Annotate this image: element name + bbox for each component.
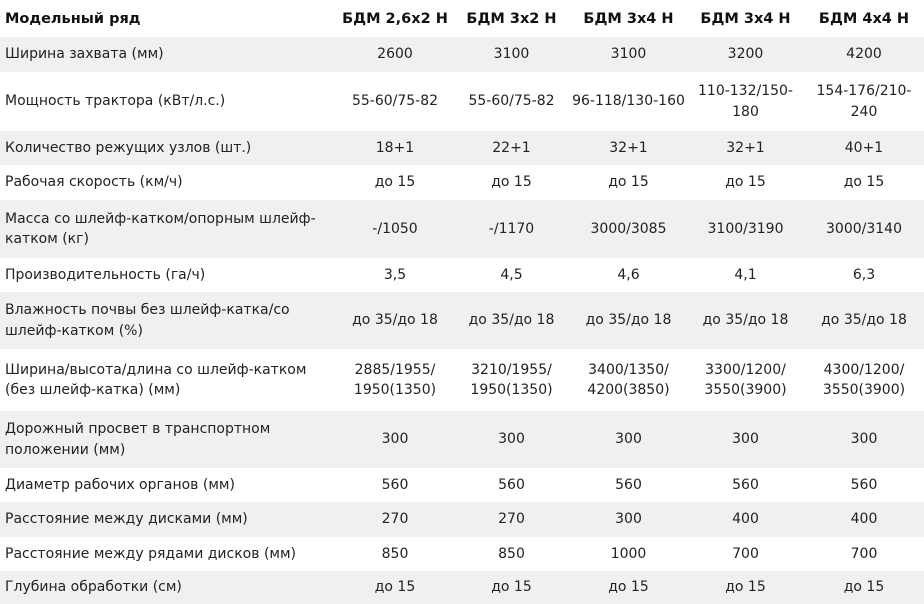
row-label: Мощность трактора (кВт/л.с.) [5,93,226,110]
cell-value: 4200 [846,46,882,63]
cell-value: до 15 [491,174,532,191]
row-label: Расстояние между дисками (мм) [5,511,248,528]
cell-value: 3000/3140 [826,220,902,237]
cell-value: до 15 [843,174,885,191]
cell-value: до 15 [725,174,766,191]
table-row [0,411,924,468]
row-label: Дорожный просвет в транспортном положении (мм) [5,421,271,458]
row-label: Рабочая скорость (км/ч) [5,174,183,191]
cell-value: 32+1 [609,139,648,156]
table-row [0,72,924,131]
cell-value: 40+1 [844,139,884,156]
model-header: БДМ 3х4 Н [583,10,674,27]
cell-value: до 35/до 18 [702,312,789,329]
cell-value: 560 [498,476,525,493]
cell-value: до 35/до 18 [352,312,438,329]
cell-value: 400 [732,511,759,528]
table-row [0,571,924,604]
cell-value: 270 [498,511,525,528]
cell-value: 110-132/150-180 [698,83,793,120]
cell-value: 4,6 [617,266,640,283]
row-label: Ширина/высота/длина со шлейф-катком (без шлейф-катка) (мм) [5,361,307,398]
cell-value: 55-60/75-82 [468,93,555,110]
cell-value: 300 [615,431,642,448]
cell-value: 6,3 [852,266,876,283]
cell-value: 3300/1200/ 3550(3900) [704,361,787,398]
cell-value: 4300/1200/ 3550(3900) [822,361,906,398]
table-row [0,258,924,292]
model-header: БДМ 2,6х2 Н [342,10,448,27]
row-label: Масса со шлейф-катком/опорным шлейф-катком (кг) [5,210,316,247]
cell-value: 2885/1955/ 1950(1350) [353,361,437,398]
cell-value: 850 [381,545,409,562]
cell-value: 300 [381,431,409,448]
row-label: Расстояние между рядами дисков (мм) [5,545,296,562]
table-row [0,468,924,502]
cell-value: 300 [615,511,642,528]
table-row [0,349,924,411]
row-label: Влажность почвы без шлейф-катка/со шлейф-катком (%) [5,302,290,339]
cell-value: 4,5 [500,266,523,283]
table-row [0,131,924,165]
cell-value: 560 [850,476,878,493]
cell-value: 3100 [610,46,647,63]
table-row [0,537,924,571]
cell-value: 3400/1350/ 4200(3850) [587,361,670,398]
cell-value: 18+1 [375,139,415,156]
cell-value: 154-176/210-240 [816,83,912,120]
cell-value: 300 [498,431,525,448]
cell-value: 300 [732,431,759,448]
cell-value: 3200 [727,46,764,63]
cell-value: 400 [850,511,878,528]
cell-value: 3000/3085 [590,220,667,237]
cell-value: -/1050 [372,220,418,237]
cell-value: до 15 [725,579,766,596]
cell-value: до 15 [374,579,416,596]
cell-value: 3210/1955/ 1950(1350) [470,361,553,398]
row-label: Ширина захвата (мм) [5,46,164,63]
cell-value: 270 [381,511,409,528]
row-label: Диаметр рабочих органов (мм) [5,476,235,493]
cell-value: 96-118/130-160 [572,93,685,110]
cell-value: до 15 [491,579,532,596]
cell-value: до 15 [374,174,416,191]
cell-value: 3100/3190 [707,220,784,237]
row-label: Количество режущих узлов (шт.) [5,139,252,156]
cell-value: до 15 [608,174,649,191]
cell-value: 560 [732,476,759,493]
cell-value: 3100 [493,46,530,63]
cell-value: до 15 [843,579,885,596]
model-header: БДМ 3х4 Н [700,10,791,27]
cell-value: 300 [850,431,878,448]
row-label: Производительность (га/ч) [5,266,206,283]
cell-value: 4,1 [734,266,757,283]
cell-value: до 35/до 18 [821,312,907,329]
model-header: БДМ 3х2 Н [466,10,557,27]
header-label: Модельный ряд [5,10,141,27]
cell-value: 3,5 [383,266,407,283]
cell-value: 850 [498,545,525,562]
cell-value: до 15 [608,579,649,596]
model-header: БДМ 4х4 Н [818,10,910,27]
table-row [0,37,924,72]
table-row [0,292,924,349]
table-row [0,165,924,200]
cell-value: до 35/до 18 [468,312,555,329]
cell-value: 55-60/75-82 [351,93,439,110]
cell-value: -/1170 [488,220,535,237]
cell-value: 1000 [610,545,647,562]
cell-value: 700 [732,545,759,562]
cell-value: 700 [850,545,878,562]
table-row [0,200,924,258]
cell-value: 560 [381,476,409,493]
row-label: Глубина обработки (см) [5,579,182,596]
cell-value: 22+1 [492,139,531,156]
cell-value: 32+1 [726,139,765,156]
cell-value: до 35/до 18 [585,312,672,329]
cell-value: 2600 [377,46,413,63]
cell-value: 560 [615,476,642,493]
table-row [0,502,924,537]
header-row [0,0,924,37]
